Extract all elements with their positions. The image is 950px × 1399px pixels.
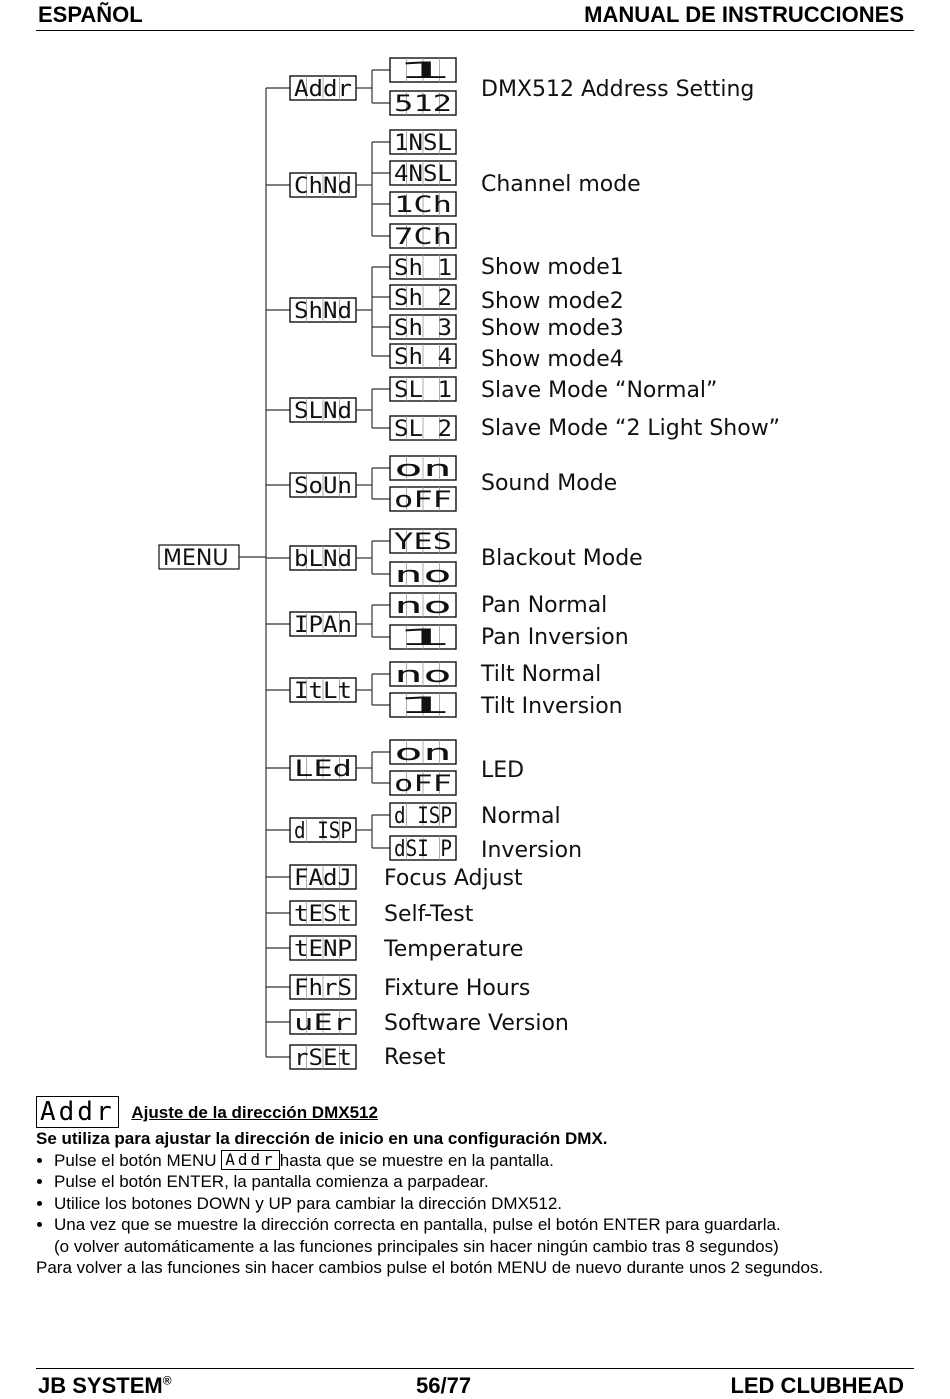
sub-code-6-0: no — [394, 594, 452, 619]
addr-lcd-inline-icon: Addr — [221, 1150, 280, 1170]
sub-code-9-0: d ISP — [394, 804, 452, 829]
section-title: Ajuste de la dirección DMX512 — [131, 1103, 378, 1122]
sub-code-3-1: SL 2 — [394, 417, 452, 442]
option-label-9-1: Inversion — [481, 838, 583, 863]
option-label-7-0: Tilt Normal — [481, 662, 602, 687]
footer-product: LED CLUBHEAD — [730, 1373, 904, 1398]
main-code-12: tENP — [294, 937, 352, 962]
option-label-6-0: Pan Normal — [481, 593, 608, 618]
main-code-2: ShNd — [294, 299, 352, 324]
main-code-6: IPAn — [294, 613, 352, 638]
main-code-7: ItLt — [294, 679, 352, 704]
sub-code-5-1: no — [394, 563, 452, 588]
sub-code-1-3: 7Ch — [394, 225, 452, 250]
main-code-13: FhrS — [294, 976, 352, 1001]
option-label-4-0: Sound Mode — [481, 471, 618, 496]
sub-code-8-0: on — [394, 741, 452, 766]
main-code-3: SLNd — [294, 399, 352, 424]
sub-code-4-1: oFF — [394, 488, 452, 513]
option-label-1-0: Channel mode — [481, 172, 641, 197]
option-label-2-0: Show mode1 — [481, 255, 624, 280]
addr-lcd-icon: Addr — [36, 1096, 119, 1128]
instruction-list — [36, 1150, 916, 1258]
sub-code-1-0: 1NSL — [394, 131, 452, 156]
list-item: • Pulse el botón MENU Addr hasta que se muestre en la pantalla. — [54, 1150, 916, 1172]
list-item: • Utilice los botones DOWN y UP para cambiar la dirección DMX512. — [54, 1193, 916, 1215]
option-label-9-0: Normal — [481, 804, 561, 829]
header-manual-title: MANUAL DE INSTRUCCIONES — [584, 2, 904, 27]
list-item: • Una vez que se muestre la dirección correcta en pantalla, pulse el botón ENTER para guardarla. (o volver automáticamente a las funciones principales sin hacer ningún cambio tras 8 segundos) — [54, 1214, 916, 1257]
sub-code-4-0: on — [394, 457, 452, 482]
main-code-5: bLNd — [294, 547, 352, 572]
option-label-12-0: Temperature — [384, 937, 524, 962]
option-label-3-1: Slave Mode “2 Light Show” — [481, 416, 781, 441]
page-number: 56/77 — [416, 1373, 472, 1398]
option-label-8-0: LED — [481, 758, 525, 783]
main-code-1: ChNd — [294, 174, 352, 199]
main-code-0: Addr — [294, 77, 352, 102]
page-header — [36, 2, 914, 31]
addr-section — [36, 1096, 916, 1279]
sub-code-7-1: 1 — [394, 694, 452, 719]
sub-code-1-1: 4NSL — [394, 162, 452, 187]
sub-code-2-3: Sh 4 — [394, 345, 452, 370]
page-footer — [36, 1368, 914, 1397]
sub-code-0-0: 1 — [394, 59, 452, 84]
option-label-5-0: Blackout Mode — [481, 546, 643, 571]
main-code-8: LEd — [294, 757, 352, 782]
option-label-10-0: Focus Adjust — [384, 866, 523, 891]
main-code-14: uEr — [294, 1011, 352, 1036]
header-language: ESPAÑOL — [38, 2, 143, 27]
main-code-10: FAdJ — [294, 866, 352, 891]
sub-code-2-1: Sh 2 — [394, 286, 452, 311]
sub-code-7-0: no — [394, 663, 452, 688]
option-label-11-0: Self-Test — [384, 902, 474, 927]
main-code-4: SoUn — [294, 474, 352, 499]
sub-code-0-1: 512 — [394, 92, 452, 117]
sub-code-8-1: oFF — [394, 772, 452, 797]
main-code-11: tESt — [294, 902, 352, 927]
option-label-2-3: Show mode4 — [481, 347, 624, 372]
option-label-15-0: Reset — [384, 1045, 446, 1070]
sub-code-2-2: Sh 3 — [394, 316, 452, 341]
option-label-2-1: Show mode2 — [481, 289, 624, 314]
sub-code-9-1: dSI P — [394, 837, 452, 862]
option-label-2-2: Show mode3 — [481, 316, 624, 341]
option-label-7-1: Tilt Inversion — [481, 694, 623, 719]
option-label-14-0: Software Version — [384, 1011, 569, 1036]
option-label-6-1: Pan Inversion — [481, 625, 629, 650]
option-label-13-0: Fixture Hours — [384, 976, 531, 1001]
main-code-15: rSEt — [294, 1046, 352, 1071]
sub-code-1-2: 1Ch — [394, 193, 452, 218]
option-label-0-0: DMX512 Address Setting — [481, 77, 755, 102]
menu-root-label: MENU — [163, 546, 229, 571]
sub-code-2-0: Sh 1 — [394, 256, 452, 281]
sub-code-6-1: 1 — [394, 626, 452, 651]
sub-code-5-0: YES — [394, 530, 452, 555]
sub-code-3-0: SL 1 — [394, 378, 452, 403]
footer-brand: JB SYSTEM® — [38, 1373, 172, 1398]
list-item: • Pulse el botón ENTER, la pantalla comienza a parpadear. — [54, 1171, 916, 1193]
section-intro: Se utiliza para ajustar la dirección de inicio en una configuración DMX. — [36, 1129, 608, 1148]
menu-tree-diagram — [0, 40, 950, 1080]
main-code-9: d ISP — [294, 819, 352, 844]
section-outro: Para volver a las funciones sin hacer cambios pulse el botón MENU de nuevo durante unos 2 segundos. — [36, 1258, 824, 1277]
option-label-3-0: Slave Mode “Normal” — [481, 378, 718, 403]
